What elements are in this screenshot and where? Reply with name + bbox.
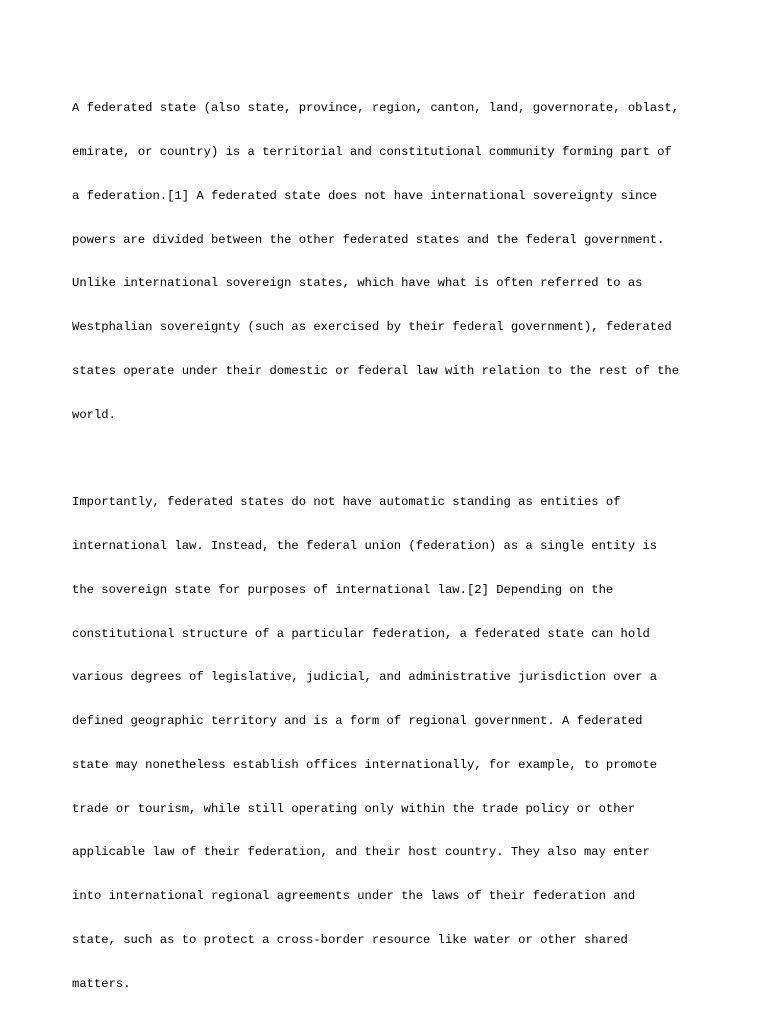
text-line: applicable law of their federation, and their host country. They also may enter [72, 845, 650, 860]
text-line: world. [72, 407, 116, 422]
text-line: Westphalian sovereignty (such as exercised by their federal government), federated [72, 320, 672, 335]
text-line: international law. Instead, the federal union (federation) as a single entity is [72, 539, 658, 553]
text-line: Unlike international sovereign states, which have what is often referred to as [72, 276, 643, 291]
text-line: the sovereign state for purposes of international law.[2] Depending on the [72, 582, 614, 597]
paragraph-2 [72, 466, 712, 1021]
text-line: emirate, or country) is a territorial and constitutional community forming part of [72, 144, 672, 159]
text-line: Importantly, federated states do not have automatic standing as entities of [72, 495, 621, 510]
document-body [72, 72, 712, 1021]
text-line: state may nonetheless establish offices internationally, for example, to promote [72, 757, 658, 772]
text-line: a federation.[1] A federated state does not have international sovereignty since [72, 188, 658, 203]
text-line: various degrees of legislative, judicial, and administrative jurisdiction over a [72, 670, 658, 685]
text-line: into international regional agreements under the laws of their federation and [72, 889, 636, 904]
text-line: states operate under their domestic or federal law with relation to the rest of the [72, 363, 680, 378]
paragraph-1 [72, 72, 712, 451]
text-line: trade or tourism, while still operating only within the trade policy or other [72, 801, 636, 816]
text-line: state, such as to protect a cross-border resource like water or other shared [72, 933, 628, 948]
text-line: constitutional structure of a particular federation, a federated state can hold [72, 626, 650, 641]
text-line: defined geographic territory and is a form of regional government. A federated [72, 714, 643, 729]
text-line: powers are divided between the other federated states and the federal government. [72, 232, 665, 247]
text-line: A federated state (also state, province, region, canton, land, governorate, oblast, [72, 101, 680, 116]
text-line: matters. [72, 976, 131, 991]
